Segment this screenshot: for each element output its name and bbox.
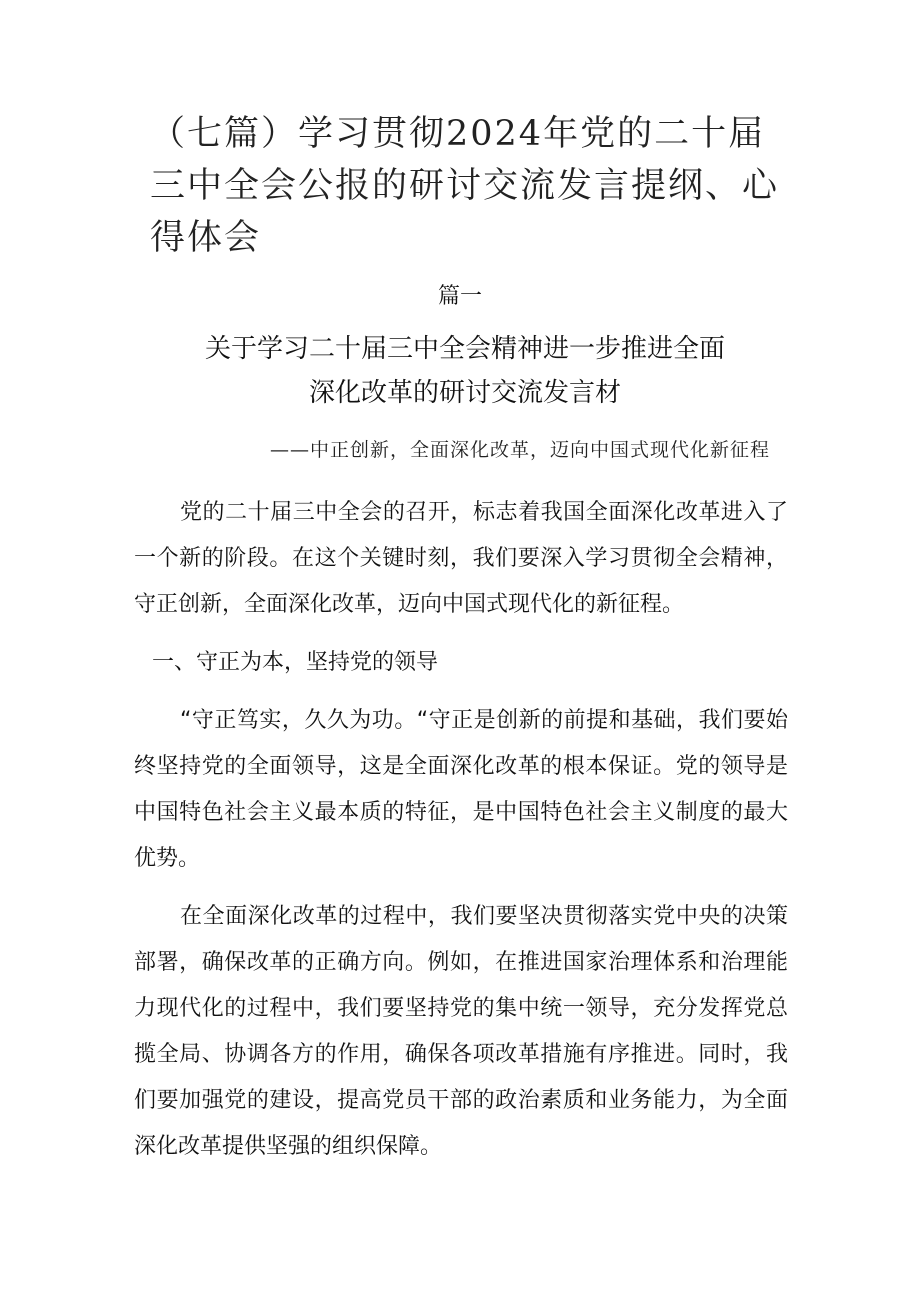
article-body [134, 490, 788, 1182]
body-paragraph: “守正笃实，久久为功。“守正是创新的前提和基础，我们要始终坚持党的全面领导，这是全面深化改革的根本保证。党的领导是中国特色社会主义最本质的特征，是中国特色社会主义制度的最大优势。 [134, 708, 789, 871]
article-subtitle: ——中正创新，全面深化改革，迈向中国式现代化新征程 [269, 439, 770, 461]
body-paragraph: 党的二十届三中全会的召开，标志着我国全面深化改革进入了一个新的阶段。在这个关键时刻，我们要深入学习贯彻全会精神，守正创新，全面深化改革，迈向中国式现代化的新征程。 [134, 500, 788, 617]
article-title-line-2: 深化改革的研讨交流发言材 [308, 378, 621, 408]
article-title [150, 327, 780, 415]
body-paragraph: 在全面深化改革的过程中，我们要坚决贯彻落实党中央的决策部署，确保改革的正确方向。例如，在推进国家治理体系和治理能力现代化的过程中，我们要坚持党的集中统一领导，充分发挥党总揽全局、协调各方的作用，确保各项改革措施有序推进。同时，我们要加强党的建设，提高党员干部的政治素质和业务能力，为全面深化改革提供坚强的组织保障。 [134, 904, 788, 1159]
section-heading: 一、守正为本，坚持党的领导 [152, 650, 439, 675]
section-label: 篇一 [437, 284, 482, 309]
article-title-line-1: 关于学习二十届三中全会精神进一步推进全面 [204, 334, 725, 364]
document-title: （七篇）学习贯彻2024年党的二十届三中全会公报的研讨交流发言提纲、心得体会 [150, 114, 780, 258]
